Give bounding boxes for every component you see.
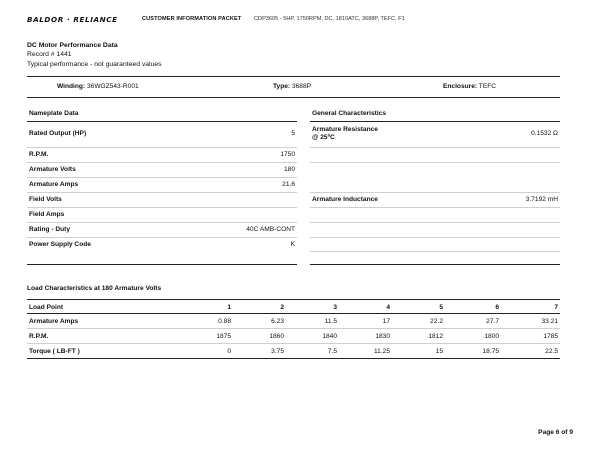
table-cell: 11.5 [324, 317, 337, 325]
general-row [310, 148, 560, 163]
table-cell: 1812 [428, 332, 443, 340]
load-characteristics-title: Load Characteristics at 180 Armature Volts [27, 285, 162, 292]
load-header-row [27, 299, 560, 314]
enclosure-value: TEFC [478, 83, 497, 90]
brand-logo: BALDOR · RELIANCE [27, 15, 118, 24]
load-point-header: 2 [280, 303, 284, 311]
disclaimer-note: Typical performance - not guaranteed values [27, 60, 162, 68]
table-cell: 27.7 [486, 317, 499, 325]
general-table-bottom-rule [310, 264, 560, 265]
table-cell: 6.23 [271, 317, 284, 325]
load-point-header: 7 [554, 303, 558, 311]
load-point-header: 5 [439, 303, 443, 311]
nameplate-table [27, 122, 297, 252]
nameplate-row: R.P.M. 1750 [27, 148, 297, 163]
load-point-header: 4 [386, 303, 390, 311]
type-info [273, 83, 311, 90]
load-row-armature-amps: Armature Amps 0.88 6.23 11.5 17 22.2 27.7 33.21 [27, 314, 560, 329]
general-table [310, 122, 560, 252]
load-point-header: 1 [227, 303, 231, 311]
page-header [27, 15, 587, 27]
table-cell: 1875 [216, 332, 231, 340]
winding-label: Winding: [57, 83, 86, 90]
packet-title: CUSTOMER INFORMATION PACKET [142, 15, 242, 22]
product-description: CDP3605 - 5HP, 1750RPM, DC, 1810ATC, 3688P, TEFC, F1 [254, 15, 405, 22]
table-cell: 0 [227, 347, 231, 355]
table-cell: 1830 [375, 332, 390, 340]
type-label: Type: [273, 83, 291, 90]
general-row [310, 208, 560, 223]
table-cell: 18.75 [482, 347, 499, 355]
enclosure-info [443, 83, 496, 90]
nameplate-row: Rated Output (HP) 5 [27, 122, 297, 148]
document-title: DC Motor Performance Data [27, 42, 118, 49]
table-cell: 22.2 [430, 317, 443, 325]
record-number: Record # 1441 [27, 51, 72, 59]
table-cell: 1785 [543, 332, 558, 340]
winding-value: 36WGZ543-R001 [86, 83, 139, 90]
page-number: Page 6 of 9 [538, 429, 573, 436]
nameplate-row: Rating - Duty 40C AMB-CONT [27, 223, 297, 238]
nameplate-row: Power Supply Code K [29, 241, 295, 248]
winding-info [57, 83, 139, 90]
general-row: Armature Inductance 3.7192 mH [310, 193, 560, 208]
nameplate-heading: Nameplate Data [27, 110, 297, 122]
table-cell: 17 [382, 317, 390, 325]
document-intro [27, 41, 162, 69]
load-row-torque: Torque ( LB-FT ) 0 3.75 7.5 11.25 15 18.75 22.5 [27, 344, 560, 359]
motor-info-bar [27, 76, 560, 98]
general-row: Armature Resistance @ 25ºC 0.1532 Ω [310, 122, 560, 148]
table-cell: 1840 [322, 332, 337, 340]
table-cell: 11.25 [373, 347, 390, 355]
load-point-label: Load Point [29, 303, 64, 311]
table-cell: 22.5 [545, 347, 558, 355]
table-cell: 3.75 [271, 347, 284, 355]
nameplate-table-bottom-rule [27, 264, 297, 265]
load-point-header: 3 [333, 303, 337, 311]
table-cell: 1800 [484, 332, 499, 340]
load-point-header: 6 [495, 303, 499, 311]
general-heading: General Characteristics [310, 110, 560, 122]
general-row [310, 238, 560, 252]
nameplate-row: Armature Volts 180 [27, 163, 297, 178]
load-row-rpm: R.P.M. 1875 1860 1840 1830 1812 1800 1785 [27, 329, 560, 344]
general-row [310, 223, 560, 238]
nameplate-row: Field Volts [27, 193, 297, 208]
table-cell: 7.5 [327, 347, 337, 355]
table-cell: 33.21 [541, 317, 558, 325]
general-row [310, 163, 560, 193]
table-cell: 0.88 [218, 317, 231, 325]
nameplate-row: Field Amps [27, 208, 297, 223]
type-value: 3688P [291, 83, 312, 90]
enclosure-label: Enclosure: [443, 83, 478, 90]
table-cell: 1860 [269, 332, 284, 340]
table-cell: 15 [435, 347, 443, 355]
nameplate-row: Armature Amps 21.6 [27, 178, 297, 193]
